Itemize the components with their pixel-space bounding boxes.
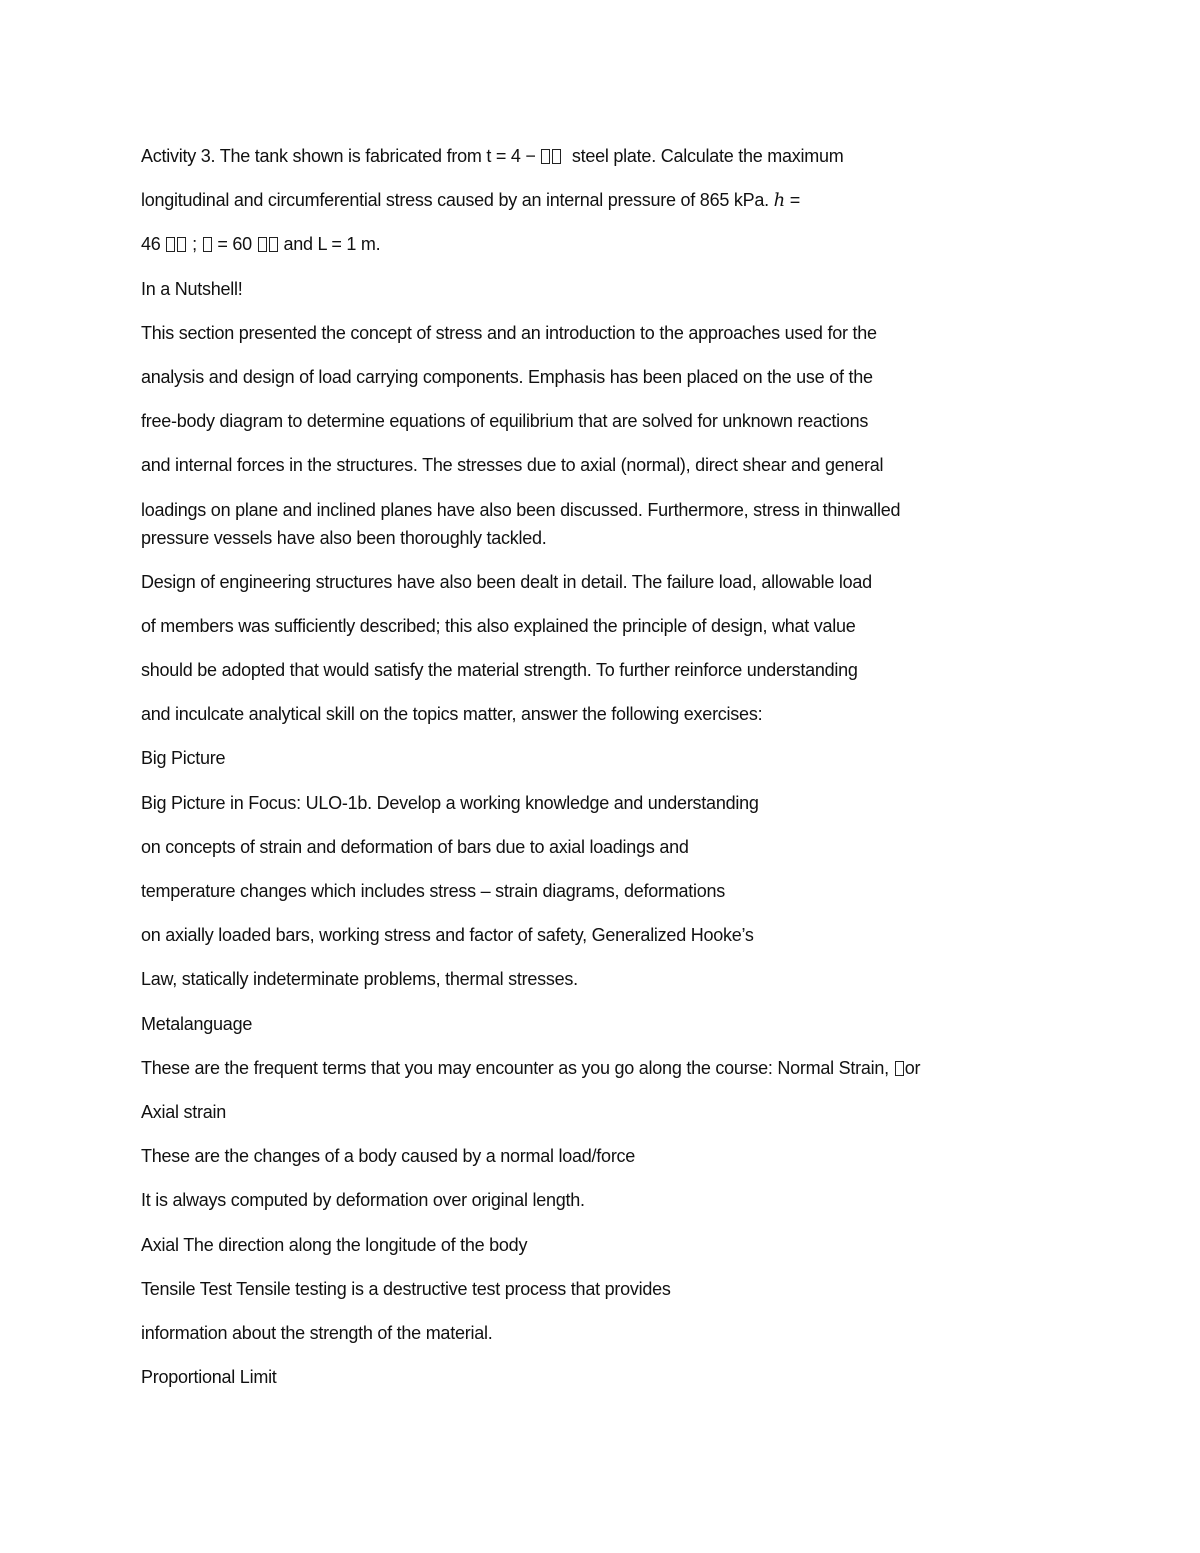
paragraph-line: and inculcate analytical skill on the topics matter, answer the following exercises:: [141, 704, 763, 725]
metalanguage-heading: Metalanguage: [141, 1013, 253, 1034]
paragraph-line: Big Picture in Focus: ULO-1b. Develop a working knowledge and understanding: [141, 792, 759, 813]
activity-text: =: [789, 190, 801, 211]
paragraph-line: temperature changes which includes stress – strain diagrams, deformations: [141, 881, 726, 901]
paragraph-line: information about the strength of the material.: [141, 1322, 493, 1343]
activity-line-2: [141, 184, 1041, 228]
metalanguage-intro: [141, 1052, 1041, 1096]
activity-line-1: [141, 140, 1041, 184]
missing-glyph-icon: [177, 237, 186, 252]
paragraph-line: analysis and design of load carrying components. Emphasis has been placed on the use of the: [141, 366, 873, 387]
missing-glyph-icon: [258, 237, 267, 252]
paragraph-line: These are the changes of a body caused by a normal load/force: [141, 1146, 636, 1167]
paragraph-line: on axially loaded bars, working stress and factor of safety, Generalized Hooke’s: [141, 925, 754, 946]
missing-glyph-icon: [541, 149, 550, 164]
h-symbol: ℎ: [773, 190, 785, 212]
paragraph-line: on concepts of strain and deformation of bars due to axial loadings and: [141, 836, 689, 857]
paragraph-line: and internal forces in the structures. The stresses due to axial (normal), direct shear and general: [141, 455, 884, 476]
missing-glyph-icon: [269, 237, 278, 252]
paragraph-line: Axial strain: [141, 1101, 227, 1122]
activity-text: ;: [192, 234, 197, 255]
paragraph-line: Axial The direction along the longitude of the body: [141, 1234, 528, 1255]
activity-text: steel plate. Calculate the maximum: [571, 146, 844, 166]
document-body: [141, 140, 1041, 1405]
paragraph-line: Proportional Limit: [141, 1367, 277, 1388]
missing-glyph-icon: [166, 237, 175, 252]
activity-text: Activity 3. The tank shown is fabricated from t = 4 −: [141, 146, 536, 166]
paragraph-line: It is always computed by deformation over original length.: [141, 1190, 585, 1211]
missing-glyph-icon: [552, 149, 561, 164]
paragraph-line: Law, statically indeterminate problems, thermal stresses.: [141, 969, 578, 990]
nutshell-heading: In a Nutshell!: [141, 278, 243, 299]
paragraph-line: pressure vessels have also been thoroughly tackled.: [141, 527, 547, 548]
paragraph-line: Design of engineering structures have also been dealt in detail. The failure load, allowable load: [141, 571, 872, 592]
big-picture-heading: Big Picture: [141, 748, 226, 769]
paragraph-line: This section presented the concept of stress and an introduction to the approaches used for the: [141, 322, 877, 343]
activity-text: longitudinal and circumferential stress caused by an internal pressure of 865 kPa.: [141, 190, 769, 211]
paragraph-line: of members was sufficiently described; this also explained the principle of design, what value: [141, 615, 856, 636]
missing-glyph-icon: [203, 237, 212, 252]
activity-text: and L = 1 m.: [283, 234, 381, 255]
activity-line-3: [141, 228, 1041, 272]
paragraph-line: loadings on plane and inclined planes have also been discussed. Furthermore, stress in thinwalled: [141, 499, 901, 520]
activity-text: 46: [141, 234, 161, 255]
paragraph-line: Tensile Test Tensile testing is a destructive test process that provides: [141, 1278, 671, 1299]
paragraph-line: free-body diagram to determine equations of equilibrium that are solved for unknown reactions: [141, 411, 869, 432]
paragraph-text: These are the frequent terms that you may encounter as you go along the course: Normal Strain,: [141, 1057, 889, 1078]
activity-text: = 60: [217, 234, 252, 255]
missing-glyph-icon: [895, 1061, 904, 1076]
paragraph-text: or: [904, 1057, 921, 1078]
paragraph-line: should be adopted that would satisfy the material strength. To further reinforce understanding: [141, 660, 858, 681]
